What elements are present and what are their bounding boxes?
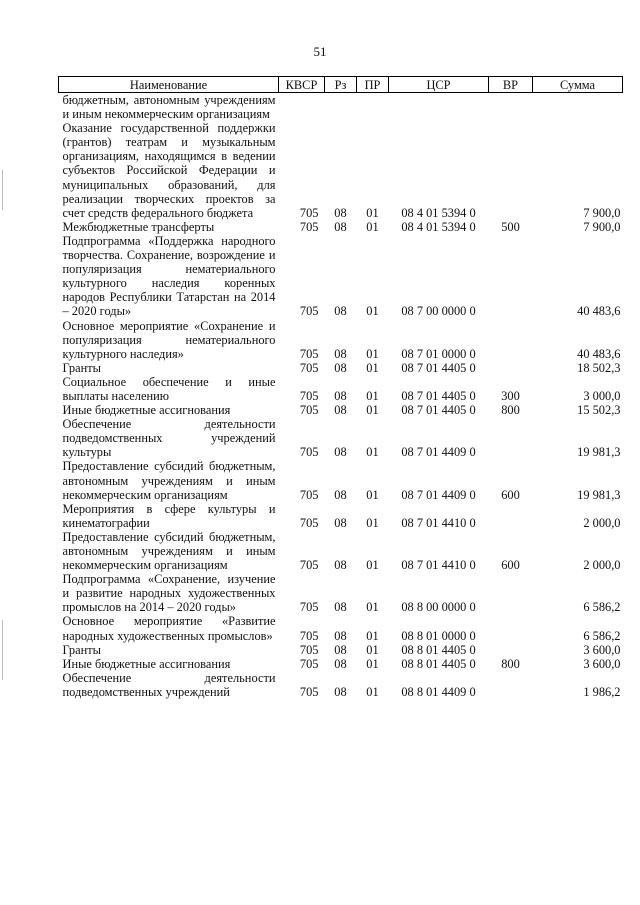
cell-name: бюджетным, автономным учреждениям и иным некоммерческим организациям	[62, 93, 276, 122]
cell-rz: 08	[334, 403, 347, 418]
cell-sum	[533, 93, 623, 122]
cell-pr: 01	[366, 558, 379, 573]
cell-name: Основное мероприятие «Развитие народных художественных промыслов»	[62, 614, 276, 643]
cell-kvsr: 705	[299, 558, 319, 573]
header-rz: Рз	[325, 77, 357, 93]
budget-table	[58, 76, 623, 699]
cell-kvsr	[279, 93, 325, 122]
cell-vr	[489, 361, 533, 375]
table-row	[59, 319, 623, 361]
cell-kvsr: 705	[299, 684, 319, 699]
cell-pr: 01	[366, 600, 379, 615]
table-row	[59, 220, 623, 234]
cell-pr: 01	[366, 684, 379, 699]
cell-rz: 08	[334, 515, 347, 530]
header-name: Наименование	[59, 77, 279, 93]
cell-rz: 08	[334, 346, 347, 361]
cell-rz	[325, 93, 357, 122]
cell-csr: 08 7 01 4405 0	[401, 388, 476, 403]
cell-vr: 800	[501, 656, 520, 671]
cell-kvsr: 705	[299, 304, 319, 319]
cell-csr: 08 4 01 5394 0	[401, 205, 476, 220]
table-row	[59, 643, 623, 657]
cell-pr: 01	[366, 487, 379, 502]
cell-name: Подпрограмма «Сохранение, изучение и развитие народных художественных промыслов на 2014 – 2020 годы»	[62, 572, 276, 615]
table-body	[59, 93, 623, 700]
cell-csr	[389, 93, 489, 122]
table-row	[59, 93, 623, 122]
cell-rz: 08	[334, 205, 347, 220]
cell-rz: 08	[334, 656, 347, 671]
table-row	[59, 614, 623, 642]
table-row	[59, 657, 623, 671]
header-csr: ЦСР	[389, 77, 489, 93]
cell-sum: 2 000,0	[583, 558, 621, 573]
cell-rz: 08	[334, 388, 347, 403]
table-row	[59, 671, 623, 699]
cell-csr: 08 8 00 0000 0	[401, 600, 476, 615]
cell-vr	[489, 234, 533, 319]
cell-sum: 40 483,6	[577, 346, 621, 361]
scan-edge-mark	[2, 620, 3, 680]
header-kvsr: КВСР	[279, 77, 325, 93]
cell-name: Оказание государственной поддержки (грантов) театрам и музыкальным организациям, находящимся в ведении субъектов Российской Федерации и муниципальных образований, для реализации творческих проектов за счет средств федерального бюджета	[62, 121, 276, 220]
cell-kvsr: 705	[299, 388, 319, 403]
cell-pr: 01	[366, 628, 379, 643]
scan-edge-mark	[2, 170, 3, 210]
cell-vr	[489, 319, 533, 361]
cell-csr: 08 7 00 0000 0	[401, 304, 476, 319]
cell-kvsr: 705	[299, 360, 319, 375]
cell-pr: 01	[366, 388, 379, 403]
table-row	[59, 502, 623, 530]
cell-sum: 15 502,3	[577, 403, 621, 418]
cell-pr	[357, 93, 389, 122]
cell-kvsr: 705	[299, 487, 319, 502]
header-vr: ВР	[489, 77, 533, 93]
cell-kvsr: 705	[299, 656, 319, 671]
cell-pr: 01	[366, 360, 379, 375]
cell-name: Межбюджетные трансферты	[62, 219, 215, 234]
cell-name: Иные бюджетные ассигнования	[62, 403, 231, 418]
cell-kvsr: 705	[299, 628, 319, 643]
cell-pr: 01	[366, 515, 379, 530]
cell-name: Предоставление субсидий бюджетным, автономным учреждениям и иным некоммерческим организациям	[62, 459, 276, 502]
table-row	[59, 572, 623, 614]
cell-pr: 01	[366, 219, 379, 234]
cell-csr: 08 8 01 4405 0	[401, 642, 476, 657]
table-row	[59, 121, 623, 220]
table-row	[59, 459, 623, 501]
cell-name: Основное мероприятие «Сохранение и популяризация нематериального культурного наследия»	[62, 318, 276, 361]
cell-pr: 01	[366, 445, 379, 460]
header-pr: ПР	[357, 77, 389, 93]
cell-sum: 6 586,2	[583, 628, 621, 643]
cell-sum: 2 000,0	[583, 515, 621, 530]
cell-rz: 08	[334, 445, 347, 460]
cell-name: Предоставление субсидий бюджетным, автономным учреждениям и иным некоммерческим организациям	[62, 529, 276, 573]
cell-kvsr: 705	[299, 205, 319, 220]
cell-sum: 7 900,0	[583, 205, 621, 220]
cell-csr: 08 7 01 0000 0	[401, 346, 476, 361]
table-row	[59, 417, 623, 459]
cell-pr: 01	[366, 656, 379, 671]
cell-pr: 01	[366, 403, 379, 418]
cell-vr	[489, 643, 533, 657]
cell-vr	[489, 614, 533, 642]
cell-kvsr: 705	[299, 515, 319, 530]
cell-name: Гранты	[62, 642, 101, 657]
table-row	[59, 234, 623, 319]
cell-rz: 08	[334, 628, 347, 643]
cell-sum: 3 600,0	[583, 656, 621, 671]
cell-csr: 08 8 01 4409 0	[401, 684, 476, 699]
cell-rz: 08	[334, 304, 347, 319]
cell-sum: 19 981,3	[577, 487, 621, 502]
cell-name: Обеспечение деятельности подведомственных учреждений культуры	[62, 417, 276, 460]
cell-pr: 01	[366, 304, 379, 319]
cell-rz: 08	[334, 558, 347, 573]
cell-kvsr: 705	[299, 642, 319, 657]
cell-sum: 3 000,0	[583, 388, 621, 403]
cell-sum: 6 586,2	[583, 600, 621, 615]
cell-rz: 08	[334, 487, 347, 502]
cell-csr: 08 7 01 4405 0	[401, 360, 476, 375]
table-row	[59, 530, 623, 572]
cell-vr	[489, 417, 533, 459]
cell-rz: 08	[334, 360, 347, 375]
page-number: 51	[313, 44, 327, 59]
cell-csr: 08 7 01 4405 0	[401, 403, 476, 418]
cell-sum: 40 483,6	[577, 304, 621, 319]
cell-pr: 01	[366, 205, 379, 220]
cell-vr: 500	[501, 219, 520, 234]
cell-vr	[489, 502, 533, 530]
cell-csr: 08 7 01 4409 0	[401, 445, 476, 460]
cell-kvsr: 705	[299, 445, 319, 460]
cell-sum: 19 981,3	[577, 445, 621, 460]
table-header	[59, 77, 623, 93]
cell-csr: 08 7 01 4410 0	[401, 558, 476, 573]
cell-csr: 08 8 01 4405 0	[401, 656, 476, 671]
cell-vr	[489, 121, 533, 220]
cell-name: Социальное обеспечение и иные выплаты населению	[62, 374, 276, 403]
cell-vr	[489, 671, 533, 699]
cell-vr: 600	[501, 487, 520, 502]
cell-csr: 08 7 01 4409 0	[401, 487, 476, 502]
cell-vr: 300	[501, 388, 520, 403]
table-row	[59, 361, 623, 375]
cell-rz: 08	[334, 600, 347, 615]
cell-name: Мероприятия в сфере культуры и кинематографии	[62, 501, 276, 530]
cell-csr: 08 4 01 5394 0	[401, 219, 476, 234]
table-row	[59, 375, 623, 403]
cell-name: Обеспечение деятельности подведомственных учреждений	[62, 670, 276, 699]
cell-rz: 08	[334, 642, 347, 657]
cell-vr: 800	[501, 403, 520, 418]
cell-pr: 01	[366, 346, 379, 361]
cell-vr	[489, 93, 533, 122]
table-row	[59, 403, 623, 417]
cell-kvsr: 705	[299, 219, 319, 234]
cell-csr: 08 8 01 0000 0	[401, 628, 476, 643]
header-sum: Сумма	[533, 77, 623, 93]
cell-kvsr: 705	[299, 600, 319, 615]
cell-vr	[489, 572, 533, 614]
cell-name: Иные бюджетные ассигнования	[62, 656, 231, 671]
cell-sum: 3 600,0	[583, 642, 621, 657]
cell-csr: 08 7 01 4410 0	[401, 515, 476, 530]
cell-rz: 08	[334, 219, 347, 234]
cell-pr: 01	[366, 642, 379, 657]
cell-kvsr: 705	[299, 346, 319, 361]
cell-rz: 08	[334, 684, 347, 699]
cell-name: Подпрограмма «Поддержка народного творчества. Сохранение, возрождение и популяризация нематериального культурного наследия коренных народов Республики Татарстан на 2014 – 2020 годы»	[62, 233, 276, 319]
cell-vr: 600	[501, 558, 520, 573]
cell-sum: 1 986,2	[583, 684, 621, 699]
cell-sum: 18 502,3	[577, 360, 621, 375]
cell-kvsr: 705	[299, 403, 319, 418]
cell-name: Гранты	[62, 360, 101, 375]
cell-sum: 7 900,0	[583, 219, 621, 234]
